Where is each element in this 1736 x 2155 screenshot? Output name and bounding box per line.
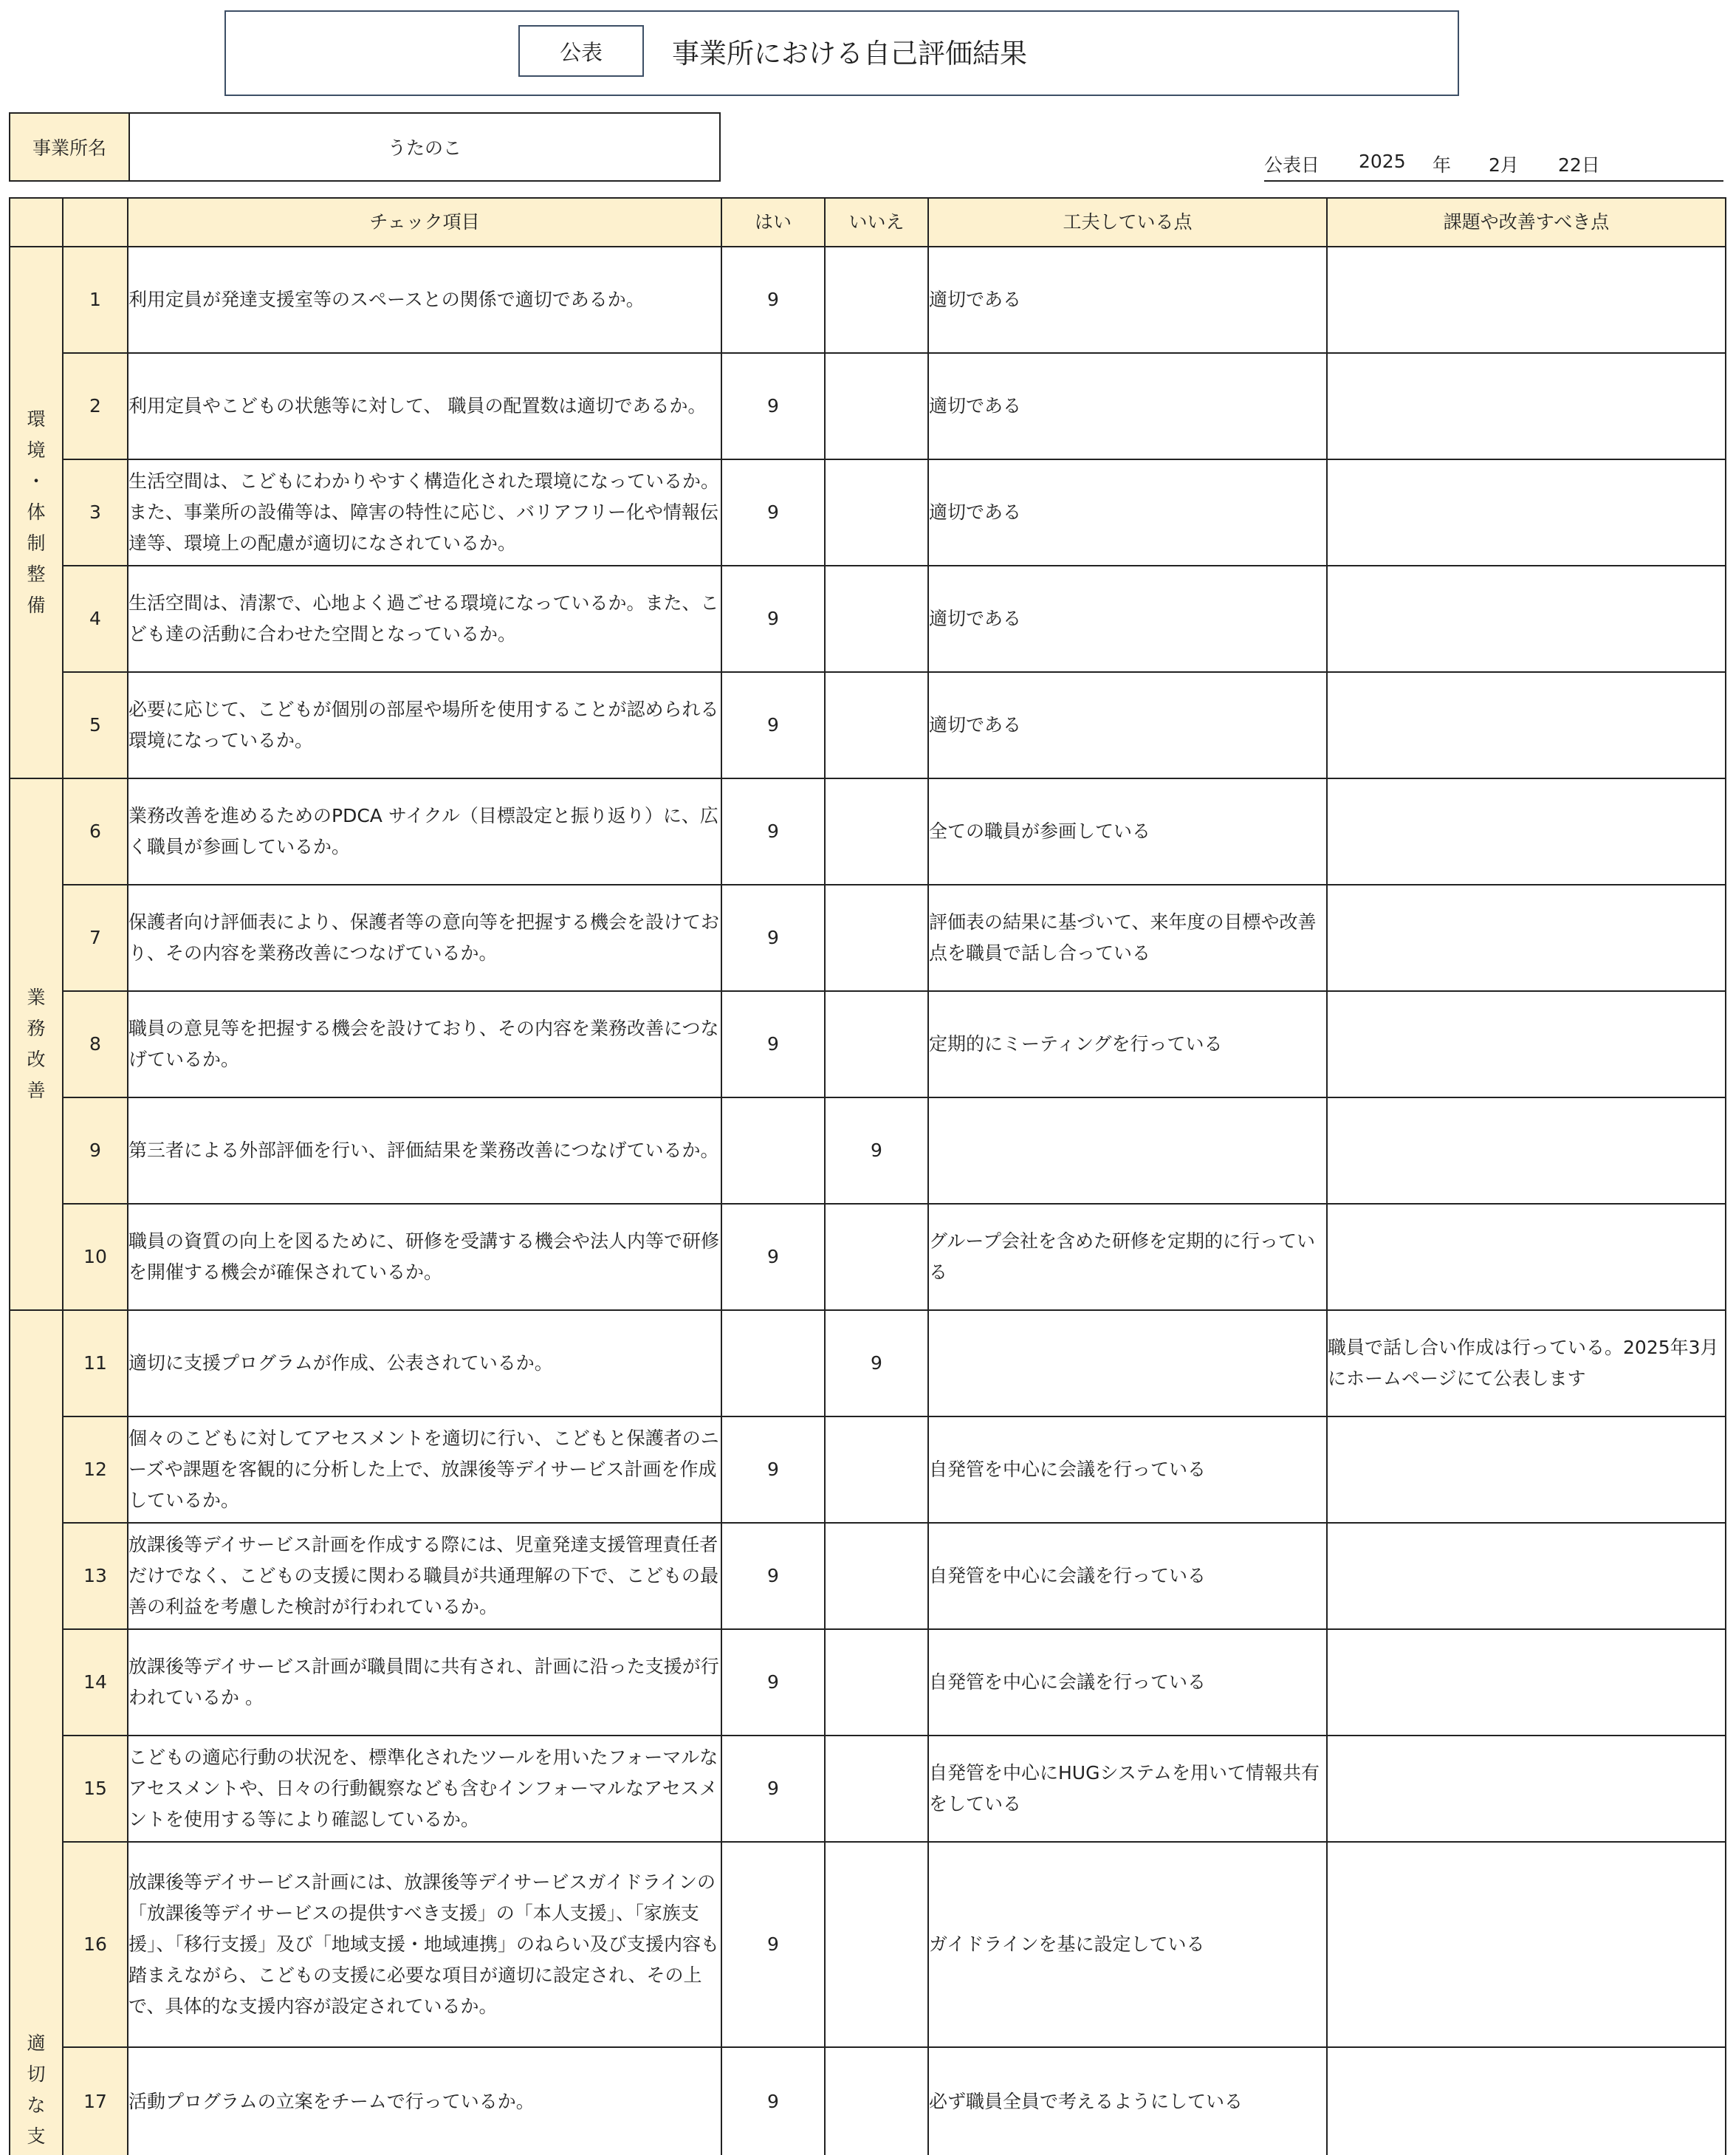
check-question: 保護者向け評価表により、保護者等の意向等を把握する機会を設けており、その内容を業務改善につなげているか。 — [128, 885, 721, 991]
public-badge: 公表 — [518, 25, 644, 77]
check-question: 職員の意見等を把握する機会を設けており、その内容を業務改善につなげているか。 — [128, 991, 721, 1097]
category-char: 制 — [27, 532, 46, 554]
table-row — [10, 1097, 1726, 1204]
table-row — [10, 1842, 1726, 2047]
row-number: 6 — [63, 778, 128, 885]
no-count — [825, 1629, 928, 1736]
yes-count: 9 — [721, 991, 825, 1097]
no-count — [825, 885, 928, 991]
check-question: 業務改善を進めるためのPDCA サイクル（目標設定と振り返り）に、広く職員が参画しているか。 — [128, 778, 721, 885]
table-row — [10, 459, 1726, 566]
efforts-text: 必ず職員全員で考えるようにしている — [928, 2047, 1327, 2155]
yes-count: 9 — [721, 353, 825, 459]
row-number: 10 — [63, 1204, 128, 1310]
issues-text: 職員で話し合い作成は行っている。2025年3月にホームページにて公表します — [1327, 1310, 1726, 1416]
efforts-text: 自発管を中心に会議を行っている — [928, 1629, 1327, 1736]
category-char: な — [27, 2094, 46, 2116]
category-char: ・ — [27, 470, 46, 492]
efforts-text — [928, 1097, 1327, 1204]
no-count: 9 — [825, 1310, 928, 1416]
row-number: 8 — [63, 991, 128, 1097]
table-row — [10, 1204, 1726, 1310]
yes-count: 9 — [721, 247, 825, 353]
row-number: 17 — [63, 2047, 128, 2155]
no-count: 9 — [825, 1097, 928, 1204]
efforts-text: 自発管を中心にHUGシステムを用いて情報共有をしている — [928, 1736, 1327, 1842]
check-question: 利用定員が発達支援室等のスペースとの関係で適切であるか。 — [128, 247, 721, 353]
check-question: 職員の資質の向上を図るために、研修を受講する機会や法人内等で研修を開催する機会が確保されているか。 — [128, 1204, 721, 1310]
category-char: 体 — [27, 501, 46, 523]
publication-day: 22日 — [1558, 154, 1600, 176]
category-environment — [10, 247, 63, 778]
category-char: 適 — [27, 2032, 46, 2054]
efforts-text: ガイドラインを基に設定している — [928, 1842, 1327, 2047]
yes-count: 9 — [721, 885, 825, 991]
row-number: 5 — [63, 672, 128, 778]
issues-text — [1327, 885, 1726, 991]
check-question: 生活空間は、こどもにわかりやすく構造化された環境になっているか。また、事業所の設備等は、障害の特性に応じ、バリアフリー化や情報伝達等、環境上の配慮が適切になされているか。 — [128, 459, 721, 566]
efforts-text: グループ会社を含めた研修を定期的に行っている — [928, 1204, 1327, 1310]
check-question: 第三者による外部評価を行い、評価結果を業務改善につなげているか。 — [128, 1097, 721, 1204]
table-row — [10, 672, 1726, 778]
publication-label: 公表日 — [1264, 154, 1320, 176]
row-number: 7 — [63, 885, 128, 991]
check-question: 放課後等デイサービス計画を作成する際には、児童発達支援管理責任者だけでなく、こどもの支援に関わる職員が共通理解の下で、こどもの最善の利益を考慮した検討が行われているか。 — [128, 1523, 721, 1629]
no-count — [825, 247, 928, 353]
table-row — [10, 353, 1726, 459]
category-improvement — [10, 778, 63, 1310]
category-char: 境 — [27, 439, 46, 461]
table-row — [10, 566, 1726, 672]
table-row — [10, 1416, 1726, 1523]
yes-count: 9 — [721, 1629, 825, 1736]
issues-text — [1327, 459, 1726, 566]
table-row — [10, 1523, 1726, 1629]
no-count — [825, 778, 928, 885]
no-count — [825, 1736, 928, 1842]
issues-text — [1327, 1097, 1726, 1204]
publication-month: 2月 — [1489, 154, 1519, 176]
table-row — [10, 991, 1726, 1097]
row-number: 2 — [63, 353, 128, 459]
no-count — [825, 353, 928, 459]
row-number: 3 — [63, 459, 128, 566]
table-row — [10, 1629, 1726, 1736]
efforts-text: 自発管を中心に会議を行っている — [928, 1523, 1327, 1629]
table-row — [10, 2047, 1726, 2155]
row-number: 1 — [63, 247, 128, 353]
yes-count: 9 — [721, 1204, 825, 1310]
yes-count: 9 — [721, 1416, 825, 1523]
efforts-text: 適切である — [928, 566, 1327, 672]
check-question: 放課後等デイサービス計画が職員間に共有され、計画に沿った支援が行われているか 。 — [128, 1629, 721, 1736]
efforts-text: 全ての職員が参画している — [928, 778, 1327, 885]
row-number: 14 — [63, 1629, 128, 1736]
table-header-row — [10, 198, 1726, 247]
efforts-text: 適切である — [928, 353, 1327, 459]
row-number: 12 — [63, 1416, 128, 1523]
issues-text — [1327, 1629, 1726, 1736]
header-yes: はい — [721, 198, 825, 247]
table-row — [10, 1310, 1726, 1416]
check-question: 必要に応じて、こどもが個別の部屋や場所を使用することが認められる環境になっているか。 — [128, 672, 721, 778]
efforts-text: 適切である — [928, 459, 1327, 566]
yes-count: 9 — [721, 566, 825, 672]
category-char: 切 — [27, 2063, 46, 2085]
issues-text — [1327, 1523, 1726, 1629]
header-issues: 課題や改善すべき点 — [1327, 198, 1726, 247]
issues-text — [1327, 247, 1726, 353]
evaluation-table — [9, 197, 1726, 2155]
no-count — [825, 672, 928, 778]
row-number: 16 — [63, 1842, 128, 2047]
issues-text — [1327, 1736, 1726, 1842]
category-char: 整 — [27, 563, 46, 585]
issues-text — [1327, 672, 1726, 778]
yes-count: 9 — [721, 1842, 825, 2047]
header-blank-number — [63, 198, 128, 247]
page-title: 事業所における自己評価結果 — [672, 38, 1027, 69]
title-box — [224, 10, 1459, 96]
no-count — [825, 459, 928, 566]
row-number: 9 — [63, 1097, 128, 1204]
yes-count: 9 — [721, 1523, 825, 1629]
yes-count: 9 — [721, 459, 825, 566]
category-char: 務 — [27, 1018, 46, 1039]
row-number: 4 — [63, 566, 128, 672]
yes-count — [721, 1310, 825, 1416]
yes-count: 9 — [721, 1736, 825, 1842]
efforts-text: 評価表の結果に基づいて、来年度の目標や改善点を職員で話し合っている — [928, 885, 1327, 991]
category-support — [10, 1310, 63, 2155]
yes-count — [721, 1097, 825, 1204]
table-row — [10, 247, 1726, 353]
efforts-text: 適切である — [928, 247, 1327, 353]
yes-count: 9 — [721, 672, 825, 778]
row-number: 15 — [63, 1736, 128, 1842]
check-question: こどもの適応行動の状況を、標準化されたツールを用いたフォーマルなアセスメントや、日々の行動観察なども含むインフォーマルなアセスメントを使用する等により確認しているか。 — [128, 1736, 721, 1842]
efforts-text: 定期的にミーティングを行っている — [928, 991, 1327, 1097]
category-char: 改 — [27, 1049, 46, 1070]
publication-date — [1264, 145, 1723, 182]
header-no: いいえ — [825, 198, 928, 247]
check-question: 放課後等デイサービス計画には、放課後等デイサービスガイドラインの「放課後等デイサービスの提供すべき支援」の「本人支援」、「家族支援」、「移行支援」及び「地域支援・地域連携」のねらい及び支援内容も踏まえながら、こどもの支援に必要な項目が適切に設定され、その上で、具体的な支援内容が設定されているか。 — [128, 1842, 721, 2047]
issues-text — [1327, 1204, 1726, 1310]
issues-text — [1327, 778, 1726, 885]
header-efforts: 工夫している点 — [928, 198, 1327, 247]
yes-count: 9 — [721, 2047, 825, 2155]
check-question: 生活空間は、清潔で、心地よく過ごせる環境になっているか。また、こども達の活動に合わせた空間となっているか。 — [128, 566, 721, 672]
yes-count: 9 — [721, 778, 825, 885]
issues-text — [1327, 566, 1726, 672]
check-question: 活動プログラムの立案をチームで行っているか。 — [128, 2047, 721, 2155]
efforts-text — [928, 1310, 1327, 1416]
no-count — [825, 1204, 928, 1310]
issues-text — [1327, 1842, 1726, 2047]
office-label: 事業所名 — [10, 114, 130, 180]
efforts-text: 自発管を中心に会議を行っている — [928, 1416, 1327, 1523]
check-question: 個々のこどもに対してアセスメントを適切に行い、こどもと保護者のニーズや課題を客観的に分析した上で、放課後等デイサービス計画を作成しているか。 — [128, 1416, 721, 1523]
header-blank-category — [10, 198, 63, 247]
category-char: 業 — [27, 987, 46, 1008]
no-count — [825, 2047, 928, 2155]
publication-year: 2025 — [1359, 151, 1406, 172]
table-row — [10, 778, 1726, 885]
issues-text — [1327, 991, 1726, 1097]
efforts-text: 適切である — [928, 672, 1327, 778]
issues-text — [1327, 2047, 1726, 2155]
category-char: 支 — [27, 2125, 46, 2147]
check-question: 適切に支援プログラムが作成、公表されているか。 — [128, 1310, 721, 1416]
publication-year-unit: 年 — [1433, 154, 1452, 176]
category-char: 環 — [27, 408, 46, 430]
header-check-item: チェック項目 — [128, 198, 721, 247]
no-count — [825, 566, 928, 672]
check-question: 利用定員やこどもの状態等に対して、 職員の配置数は適切であるか。 — [128, 353, 721, 459]
row-number: 13 — [63, 1523, 128, 1629]
row-number: 11 — [63, 1310, 128, 1416]
no-count — [825, 1416, 928, 1523]
no-count — [825, 1523, 928, 1629]
no-count — [825, 991, 928, 1097]
category-char: 備 — [27, 595, 46, 616]
category-char: 善 — [27, 1080, 46, 1101]
office-name: うたのこ — [387, 137, 462, 159]
no-count — [825, 1842, 928, 2047]
table-row — [10, 1736, 1726, 1842]
issues-text — [1327, 353, 1726, 459]
table-row — [10, 885, 1726, 991]
issues-text — [1327, 1416, 1726, 1523]
office-box — [9, 112, 721, 182]
